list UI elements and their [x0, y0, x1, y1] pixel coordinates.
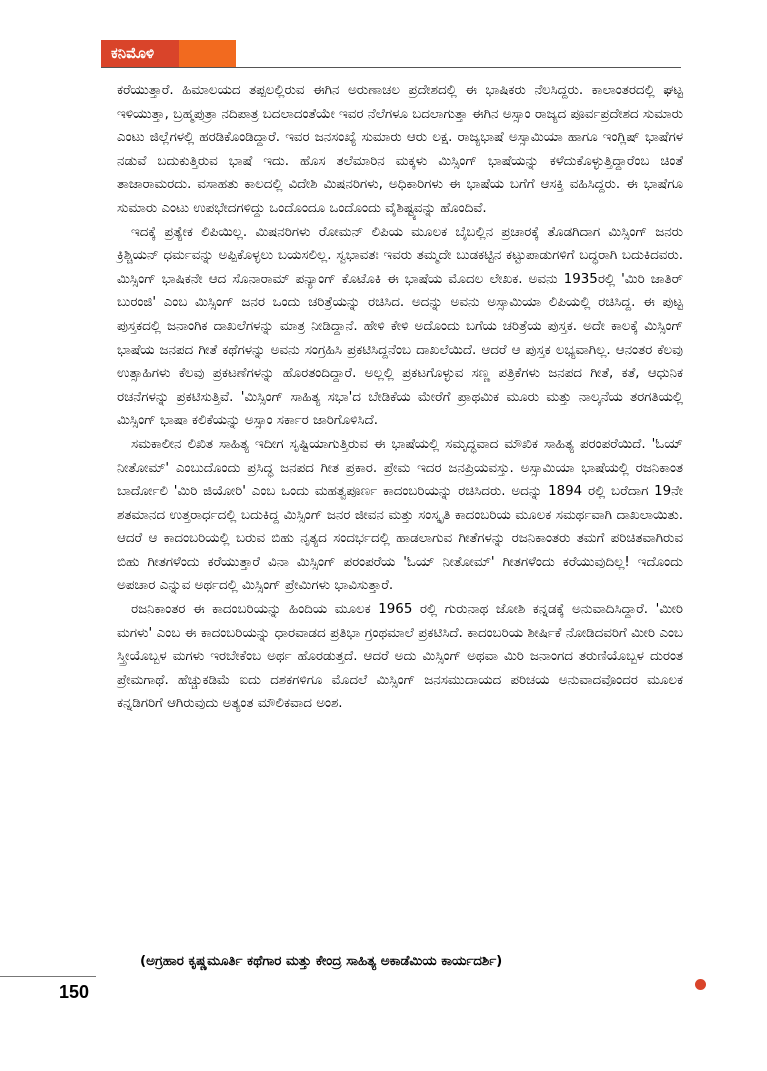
- paragraph: ಸಮಕಾಲೀನ ಲಿಖಿತ ಸಾಹಿತ್ಯ ಇದೀಗ ಸೃಷ್ಟಿಯಾಗುತ್ತಿರುವ ಈ ಭಾಷೆಯಲ್ಲಿ ಸಮೃದ್ಧವಾದ ಮೌಖಿಕ ಸಾಹಿತ್ಯ ಪರಂಪರೆಯಿದೆ. 'ಓಯ್ ನೀತೋಮ್' ಎಂಬುದೊಂದು ಪ್ರಸಿದ್ಧ ಜನಪದ ಗೀತ ಪ್ರಕಾರ. ಪ್ರೇಮ ಇದರ ಜನಪ್ರಿಯವಸ್ತು. ಅಸ್ಸಾಮಿಯಾ ಭಾಷೆಯಲ್ಲಿ ರಜನಿಕಾಂತ ಬಾರ್ದೋಲಿ 'ಮಿರಿ ಜಿಯೋರಿ' ಎಂಬ ಒಂದು ಮಹತ್ವಪೂರ್ಣ ಕಾದಂಬರಿಯನ್ನು ರಚಿಸಿದರು. ಅದನ್ನು 1894 ರಲ್ಲಿ ಬರೆದಾಗ 19ನೇ ಶತಮಾನದ ಉತ್ತರಾರ್ಧದಲ್ಲಿ ಬದುಕಿದ್ದ ಮಿಸ್ಸಿಂಗ್ ಜನರ ಜೀವನ ಮತ್ತು ಸಂಸ್ಕೃತಿ ಕಾದಂಬರಿಯ ಮೂಲಕ ಸಮರ್ಥವಾಗಿ ದಾಖಲಾಯಿತು. ಆದರೆ ಆ ಕಾದಂಬರಿಯಲ್ಲಿ ಬರುವ ಬಿಹು ನೃತ್ಯದ ಸಂದರ್ಭದಲ್ಲಿ ಹಾಡಲಾಗುವ ಗೀತೆಗಳನ್ನು ರಜನಿಕಾಂತರು ತಮಗೆ ಪರಿಚಿತವಾಗಿರುವ ಬಿಹು ಗೀತಗಳೆಂದು ಕರೆಯುತ್ತಾರೆ ವಿನಾ ಮಿಸ್ಸಿಂಗ್ ಪರಂಪರೆಯ 'ಓಯ್ ನೀತೋಮ್' ಗೀತಗಳೆಂದು ಕರೆಯುವುದಿಲ್ಲ! ಇದೊಂದು ಅಪಚಾರ ಎನ್ನುವ ಅರ್ಥದಲ್ಲಿ ಮಿಸ್ಸಿಂಗ್ ಪ್ರೇಮಿಗಳು ಭಾವಿಸುತ್ತಾರೆ.: [117, 436, 683, 594]
- page-number: 150: [59, 982, 90, 1002]
- header-divider: [101, 67, 681, 68]
- header-accent-block: [179, 40, 236, 67]
- footer-divider: [0, 976, 96, 977]
- paragraph: ರಜನಿಕಾಂತರ ಈ ಕಾದಂಬರಿಯನ್ನು ಹಿಂದಿಯ ಮೂಲಕ 1965 ರಲ್ಲಿ ಗುರುನಾಥ ಜೋಶಿ ಕನ್ನಡಕ್ಕೆ ಅನುವಾದಿಸಿದ್ದಾರೆ. 'ಮೀರಿ ಮಗಳು' ಎಂಬ ಈ ಕಾದಂಬರಿಯನ್ನು ಧಾರವಾಡದ ಪ್ರತಿಭಾ ಗ್ರಂಥಮಾಲೆ ಪ್ರಕಟಿಸಿದೆ. ಕಾದಂಬರಿಯ ಶೀರ್ಷಿಕೆ ನೋಡಿದವರಿಗೆ ಮೀರಿ ಎಂಬ ಸ್ತ್ರೀಯೊಬ್ಬಳ ಮಗಳು ಇರಬೇಕೆಂಬ ಅರ್ಥ ಹೊರಡುತ್ತದೆ. ಆದರೆ ಅದು ಮಿಸ್ಸಿಂಗ್ ಅಥವಾ ಮಿರಿ ಜನಾಂಗದ ತರುಣಿಯೊಬ್ಬಳ ದುರಂತ ಪ್ರೇಮಗಾಥೆ. ಹೆಚ್ಚುಕಡಿಮೆ ಐದು ದಶಕಗಳಿಗೂ ಮೊದಲೆ ಮಿಸ್ಸಿಂಗ್ ಜನಸಮುದಾಯದ ಪರಿಚಯ ಅನುವಾದವೊಂದರ ಮೂಲಕ ಕನ್ನಡಿಗರಿಗೆ ಆಗಿರುವುದು ಅತ್ಯಂತ ಮೌಲಿಕವಾದ ಅಂಶ.: [117, 602, 683, 712]
- decorative-dot-icon: [695, 979, 706, 990]
- section-header: [101, 40, 236, 67]
- article-body: [117, 79, 683, 716]
- paragraph: ಕರೆಯುತ್ತಾರೆ. ಹಿಮಾಲಯದ ತಪ್ಪಲಲ್ಲಿರುವ ಈಗಿನ ಅರುಣಾಚಲ ಪ್ರದೇಶದಲ್ಲಿ ಈ ಭಾಷಿಕರು ನೆಲಸಿದ್ದರು. ಕಾಲಾಂತರದಲ್ಲಿ ಘಟ್ಟ ಇಳಿಯುತ್ತಾ, ಬ್ರಹ್ಮಪುತ್ರಾ ನದಿಪಾತ್ರ ಬದಲಾದಂತೆಯೇ ಇವರ ನೆಲೆಗಳೂ ಬದಲಾಗುತ್ತಾ ಈಗಿನ ಅಸ್ಸಾಂ ರಾಜ್ಯದ ಪೂರ್ವಪ್ರದೇಶದ ಸುಮಾರು ಎಂಟು ಜಿಲ್ಲೆಗಳಲ್ಲಿ ಹರಡಿಕೊಂಡಿದ್ದಾರೆ. ಇವರ ಜನಸಂಖ್ಯೆ ಸುಮಾರು ಆರು ಲಕ್ಷ. ರಾಜ್ಯಭಾಷೆ ಅಸ್ಸಾಮಿಯಾ ಹಾಗೂ ಇಂಗ್ಲಿಷ್ ಭಾಷೆಗಳ ನಡುವೆ ಬದುಕುತ್ತಿರುವ ಭಾಷೆ ಇದು. ಹೊಸ ತಲೆಮಾರಿನ ಮಕ್ಕಳು ಮಿಸ್ಸಿಂಗ್ ಭಾಷೆಯನ್ನು ಕಳೆದುಕೊಳ್ಳುತ್ತಿದ್ದಾರೆಂಬ ಚಿಂತೆ ತಾಜಾರಾಮರದು. ವಸಾಹತು ಕಾಲದಲ್ಲಿ ವಿದೇಶಿ ಮಿಷನರಿಗಳು, ಅಧಿಕಾರಿಗಳು ಈ ಭಾಷೆಯ ಬಗೆಗೆ ಆಸಕ್ತಿ ವಹಿಸಿದ್ದರು. ಈ ಭಾಷೆಗೂ ಸುಮಾರು ಎಂಟು ಉಪಭೇದಗಳಿದ್ದು ಒಂದೊಂದೂ ಒಂದೊಂದು ವೈಶಿಷ್ಟ್ಯವನ್ನು ಹೊಂದಿವೆ.: [117, 83, 683, 216]
- paragraph: ಇದಕ್ಕೆ ಪ್ರತ್ಯೇಕ ಲಿಪಿಯಿಲ್ಲ. ಮಿಷನರಿಗಳು ರೋಮನ್ ಲಿಪಿಯ ಮೂಲಕ ಬೈಬಲ್ಲಿನ ಪ್ರಚಾರಕ್ಕೆ ತೊಡಗಿದಾಗ ಮಿಸ್ಸಿಂಗ್ ಜನರು ಕ್ರಿಶ್ಚಿಯನ್ ಧರ್ಮವನ್ನು ಅಪ್ಪಿಕೊಳ್ಳಲು ಬಯಸಲಿಲ್ಲ. ಸ್ವಭಾವತಃ ಇವರು ತಮ್ಮದೇ ಬುಡಕಟ್ಟಿನ ಕಟ್ಟುಪಾಡುಗಳಿಗೆ ಬದ್ಧರಾಗಿ ಬದುಕಿದವರು. ಮಿಸ್ಸಿಂಗ್ ಭಾಷಿಕನೇ ಆದ ಸೊನಾರಾಮ್ ಪನ್ಯಾಂಗ್ ಕೊಟೊಕಿ ಈ ಭಾಷೆಯ ಮೊದಲ ಲೇಖಕ. ಅವನು 1935ರಲ್ಲಿ 'ಮಿರಿ ಜಾತಿರ್ ಬುರಂಜಿ' ಎಂಬ ಮಿಸ್ಸಿಂಗ್ ಜನರ ಒಂದು ಚರಿತ್ರೆಯನ್ನು ರಚಿಸಿದ. ಅದನ್ನು ಅವನು ಅಸ್ಸಾಮಿಯಾ ಲಿಪಿಯಲ್ಲಿ ರಚಿಸಿದ್ದ. ಈ ಪುಟ್ಟ ಪುಸ್ತಕದಲ್ಲಿ ಜನಾಂಗಿಕ ದಾಖಲೆಗಳನ್ನು ಮಾತ್ರ ನೀಡಿದ್ದಾನೆ. ಹೇಳಿ ಕೇಳಿ ಅದೊಂದು ಬಗೆಯ ಚರಿತ್ರೆಯ ಪುಸ್ತಕ. ಅದೇ ಕಾಲಕ್ಕೆ ಮಿಸ್ಸಿಂಗ್ ಭಾಷೆಯ ಜನಪದ ಗೀತೆ ಕಥೆಗಳನ್ನು ಅವನು ಸಂಗ್ರಹಿಸಿ ಪ್ರಕಟಿಸಿದ್ದನೆಂಬ ದಾಖಲೆಯಿದೆ. ಆದರೆ ಆ ಪುಸ್ತಕ ಲಭ್ಯವಾಗಿಲ್ಲ. ಆನಂತರ ಕೆಲವು ಉತ್ಸಾಹಿಗಳು ಕೆಲವು ಪ್ರಕಟಣೆಗಳನ್ನು ಹೊರತಂದಿದ್ದಾರೆ. ಅಲ್ಲಲ್ಲಿ ಪ್ರಕಟಗೊಳ್ಳುವ ಸಣ್ಣ ಪತ್ರಿಕೆಗಳು ಜನಪದ ಗೀತೆ, ಕತೆ, ಆಧುನಿಕ ರಚನೆಗಳನ್ನು ಪ್ರಕಟಿಸುತ್ತಿವೆ. 'ಮಿಸ್ಸಿಂಗ್ ಸಾಹಿತ್ಯ ಸಭಾ'ದ ಬೇಡಿಕೆಯ ಮೇರೆಗೆ ಪ್ರಾಥಮಿಕ ಮೂರು ಮತ್ತು ನಾಲ್ಕನೆಯ ತರಗತಿಯಲ್ಲಿ ಮಿಸ್ಸಿಂಗ್ ಭಾಷಾ ಕಲಿಕೆಯನ್ನು ಅಸ್ಸಾಂ ಸರ್ಕಾರ ಜಾರಿಗೊಳಿಸಿದೆ.: [117, 224, 683, 429]
- author-byline: (ಅಗ್ರಹಾರ ಕೃಷ್ಣಮೂರ್ತಿ ಕಥೆಗಾರ ಮತ್ತು ಕೇಂದ್ರ ಸಾಹಿತ್ಯ ಅಕಾಡೆಮಿಯ ಕಾರ್ಯದರ್ಶಿ): [140, 954, 503, 969]
- section-label: ಕನಿಮೊಳಿ: [101, 40, 179, 67]
